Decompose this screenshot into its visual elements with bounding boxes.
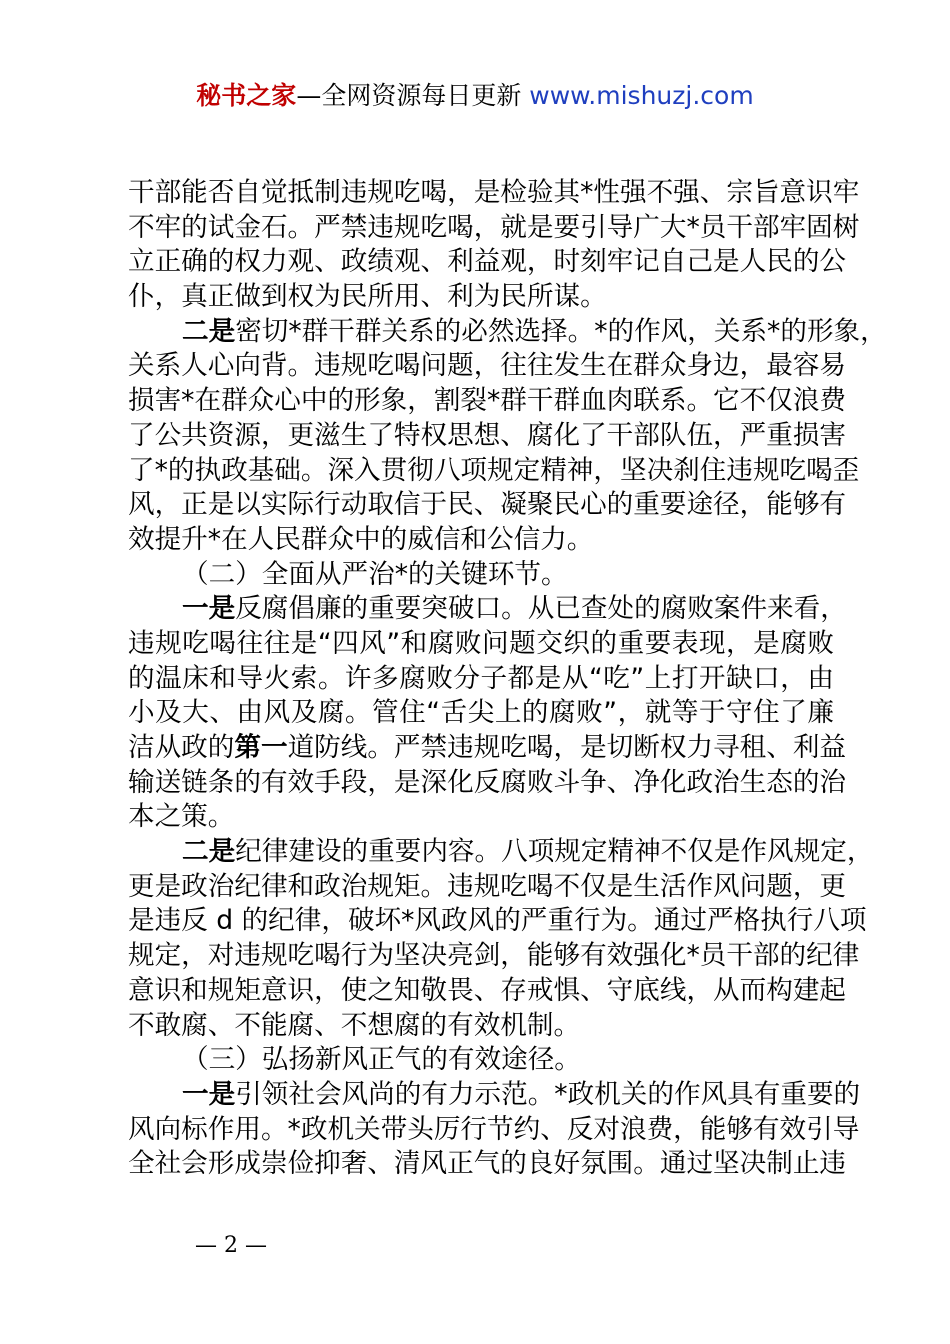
bold-lead: 二是 xyxy=(182,836,236,868)
page-number: — 2 — xyxy=(195,1233,267,1258)
text-line: 的温床和导火索。许多腐败分子都是从“吃”上打开缺口，由 xyxy=(128,662,834,694)
text-line: 本之策。 xyxy=(128,801,235,833)
text-line: 风向标作用。*政机关带头厉行节约、反对浪费，能够有效引导 xyxy=(128,1113,860,1145)
text-line: 了*的执政基础。深入贯彻八项规定精神，坚决刹住违规吃喝歪 xyxy=(128,454,860,486)
section-heading: （二）全面从严治*的关键环节。 xyxy=(182,558,568,590)
bold-lead: 二是 xyxy=(182,315,236,347)
text-line: 小及大、由风及腐。管住“舌尖上的腐败”，就等于守住了廉 xyxy=(128,697,834,729)
text-line: 效提升*在人民群众中的威信和公信力。 xyxy=(128,523,594,555)
text-line: 损害*在群众心中的形象，割裂*群干群血肉联系。它不仅浪费 xyxy=(128,385,847,417)
text-line: 不敢腐、不能腐、不想腐的有效机制。 xyxy=(128,1009,581,1041)
site-brand: 秘书之家 xyxy=(196,81,297,110)
site-url-link[interactable]: www.mishuzj.com xyxy=(529,81,754,110)
text-line: 不牢的试金石。严禁违规吃喝，就是要引导广大*员干部牢固树 xyxy=(128,211,860,243)
text-line: 洁从政的第一道防线。严禁违规吃喝，是切断权力寻租、利益 xyxy=(128,732,847,763)
paragraph-start-line: 二是纪律建设的重要内容。八项规定精神不仅是作风规定， xyxy=(182,836,874,868)
text-line: 关系人心向背。违规吃喝问题，往往发生在群众身边，最容易 xyxy=(128,350,847,382)
text-line: 更是政治纪律和政治规矩。违规吃喝不仅是生活作风问题，更 xyxy=(128,870,847,902)
bold-lead: 一是 xyxy=(182,593,236,625)
text-line: 立正确的权力观、政绩观、利益观，时刻牢记自己是人民的公 xyxy=(128,246,847,278)
text-line: 规定，对违规吃喝行为坚决亮剑，能够有效强化*员干部的纪律 xyxy=(128,940,860,972)
text-line: 输送链条的有效手段，是深化反腐败斗争、净化政治生态的治 xyxy=(128,766,847,798)
text-line: 意识和规矩意识，使之知敬畏、存戒惧、守底线，从而构建起 xyxy=(128,974,847,1006)
paragraph-start-line: 二是密切*群干群关系的必然选择。*的作风，关系*的形象， xyxy=(182,315,887,347)
text-line: 违规吃喝往往是“四风”和腐败问题交织的重要表现，是腐败 xyxy=(128,627,834,659)
text-line: 风，正是以实际行动取信于民、凝聚民心的重要途径，能够有 xyxy=(128,489,847,521)
bold-lead: 一是 xyxy=(182,1078,236,1110)
text-line: 全社会形成崇俭抑奢、清风正气的良好氛围。通过坚决制止违 xyxy=(128,1148,847,1180)
paragraph-start-line: 一是引领社会风尚的有力示范。*政机关的作风具有重要的 xyxy=(182,1078,861,1110)
text-line: 是违反 d 的纪律，破坏*风政风的严重行为。通过严格执行八项 xyxy=(128,905,867,937)
paragraph-start-line: 一是反腐倡廉的重要突破口。从已查处的腐败案件来看， xyxy=(182,593,847,625)
bold-emphasis: 第一 xyxy=(234,732,288,763)
site-header xyxy=(0,80,950,112)
text-line: 干部能否自觉抵制违规吃喝，是检验其*性强不强、宗旨意识牢 xyxy=(128,177,860,208)
document-body xyxy=(128,176,887,1182)
section-heading: （三）弘扬新风正气的有效途径。 xyxy=(182,1044,581,1076)
site-tagline: —全网资源每日更新 xyxy=(296,81,530,110)
text-line: 了公共资源，更滋生了特权思想、腐化了干部队伍，严重损害 xyxy=(128,419,847,451)
text-line: 仆，真正做到权为民所用、利为民所谋。 xyxy=(128,281,607,313)
